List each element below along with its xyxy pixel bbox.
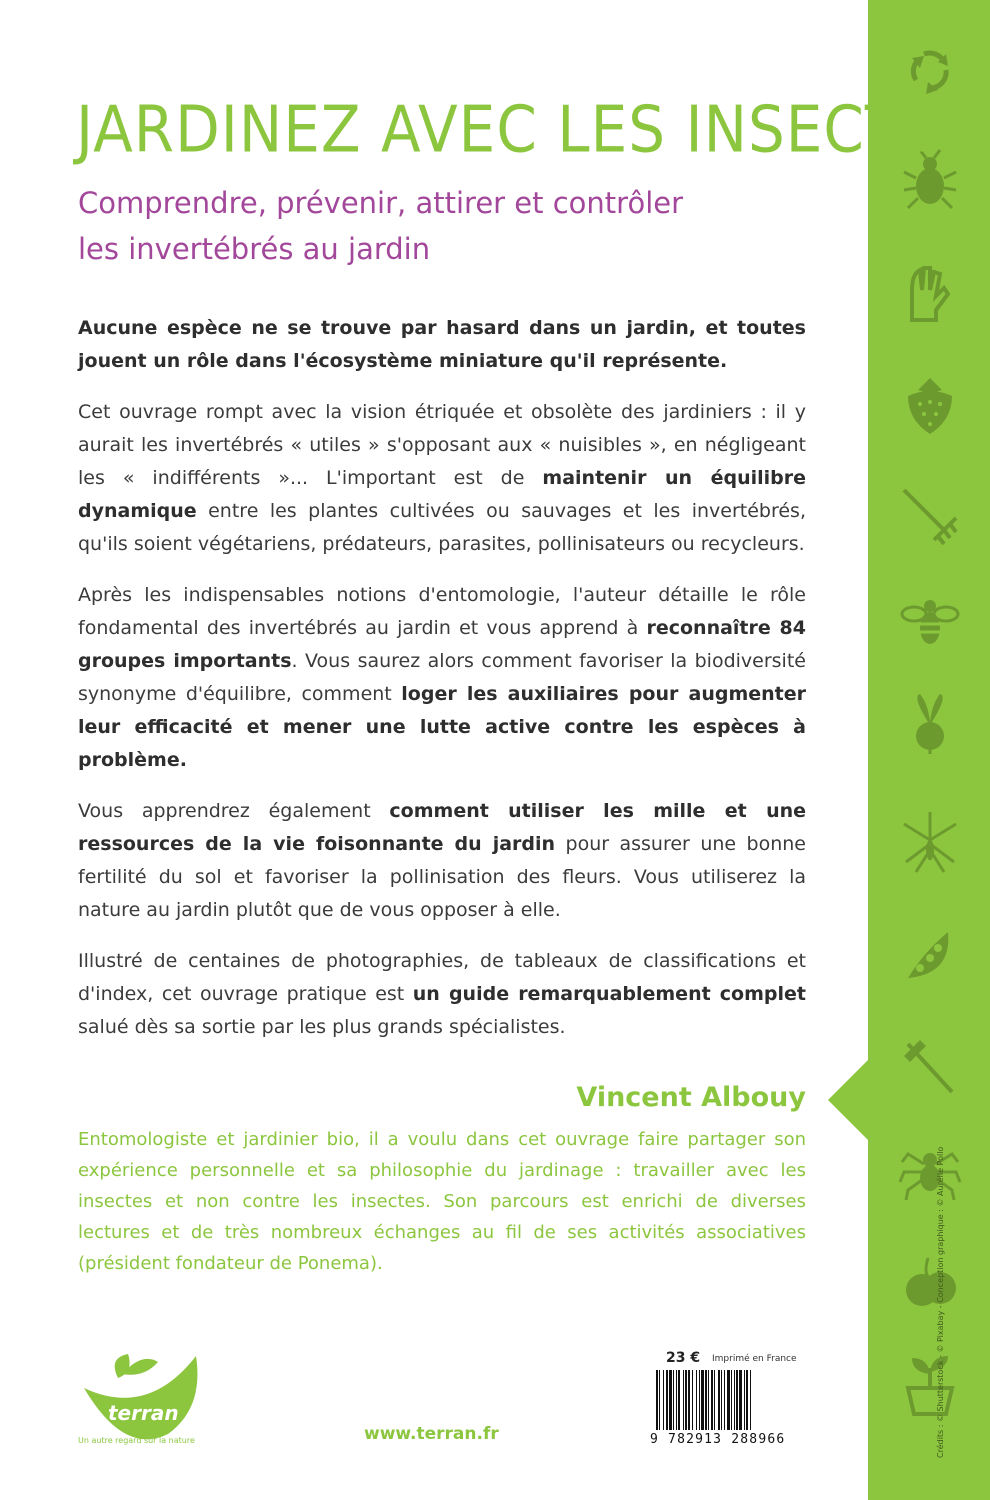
paragraph-4 xyxy=(78,795,806,927)
author-bio: Entomologiste et jardinier bio, il a voulu dans cet ouvrage faire partager son expérience personnelle et sa philosophie du jardinage : travailler avec les insectes et non contre les insectes. Son parcours est enrichi de diverses lectures et de très nombreux échanges au fil de ses activités associatives (président fondateur de Ponema). xyxy=(78,1129,806,1274)
p2-text-c: entre les plantes cultivées ou sauvages et les invertébrés, qu'ils soient végétariens, prédateurs, parasites, pollinisateurs ou recycleurs. xyxy=(78,500,806,555)
intro-paragraph xyxy=(78,312,806,378)
spider-icon xyxy=(898,1138,962,1202)
seedling-pot-icon xyxy=(898,1352,962,1416)
paragraph-5 xyxy=(78,945,806,1044)
isbn-digits: 9 782913 288966 xyxy=(650,1432,786,1447)
p4-text-c: pour assurer une bonne fertilité du sol et favoriser la pollinisation des fleurs. Vous utiliserez la nature au jardin plutôt que de vous opposer à elle. xyxy=(78,833,806,921)
mosquito-icon xyxy=(898,810,962,874)
p4-emphasis: comment utiliser les mille et une ressources de la vie foisonnante du jardin xyxy=(78,800,807,855)
barcode-bar xyxy=(751,1370,752,1430)
p3-text-a: Après les indispensables notions d'entomologie, l'auteur détaille le rôle fondamental des invertébrés au jardin et vous apprend à xyxy=(78,584,806,639)
p4-text-a: Vous apprendrez également xyxy=(78,800,390,822)
sidebar-notch xyxy=(828,1060,868,1140)
hoe-icon xyxy=(898,1034,962,1098)
credits-text: Crédits : © Shutterstock - © Pixabay - Conception graphique : © Aurélie Pollo xyxy=(936,1146,945,1458)
rake-icon xyxy=(898,484,962,548)
bee-icon xyxy=(898,588,962,652)
p5-text-c: salué dès sa sortie par les plus grands spécialistes. xyxy=(78,1016,566,1038)
p5-emphasis: un guide remarquablement complet xyxy=(412,983,806,1005)
intro-text: Aucune espèce ne se trouve par hasard dans un jardin, et toutes jouent un rôle dans l'écosystème miniature qu'il représente. xyxy=(78,317,806,372)
barcode xyxy=(656,1370,800,1430)
paragraph-2 xyxy=(78,396,806,561)
subtitle-line-1: Comprendre, prévenir, attirer et contrôler xyxy=(78,186,684,220)
website-link[interactable]: www.terran.fr xyxy=(364,1424,499,1444)
p3-emphasis-2: loger les auxiliaires pour augmenter leur efficacité et mener une lutte active contre les espèces à problème. xyxy=(78,683,806,771)
beet-icon xyxy=(898,690,962,754)
book-title: JARDINEZ AVEC LES INSECTES xyxy=(76,92,977,167)
paragraph-3 xyxy=(78,579,806,777)
subtitle-line-2: les invertébrés au jardin xyxy=(78,232,431,266)
p3-emphasis-1: reconnaître 84 groupes importants xyxy=(78,617,806,672)
p2-text-a: Cet ouvrage rompt avec la vision étriquée et obsolète des jardiniers : il y aurait les invertébrés « utiles » s'opposant aux « nuisibles », en négligeant les « indifférents »... L'important est de xyxy=(78,401,806,489)
book-subtitle xyxy=(78,180,778,272)
printed-in: Imprimé en France xyxy=(712,1354,797,1364)
book-description xyxy=(78,312,806,1062)
onion-icon xyxy=(898,1250,962,1314)
p5-text-a: Illustré de centaines de photographies, de tableaux de classifications et d'index, cet ouvrage pratique est xyxy=(78,950,806,1005)
p3-text-c: . Vous saurez alors comment favoriser la biodiversité synonyme d'équilibre, comment xyxy=(78,650,806,705)
strawberry-icon xyxy=(898,372,962,436)
publisher-tagline: Un autre regard sur la nature xyxy=(78,1436,195,1445)
svg-text:terran: terran xyxy=(108,1401,179,1425)
price: 23 € xyxy=(666,1350,701,1366)
gloves-icon xyxy=(898,260,962,324)
p2-emphasis: maintenir un équilibre dynamique xyxy=(78,467,806,522)
pea-pod-icon xyxy=(898,922,962,986)
author-name: Vincent Albouy xyxy=(576,1082,806,1113)
